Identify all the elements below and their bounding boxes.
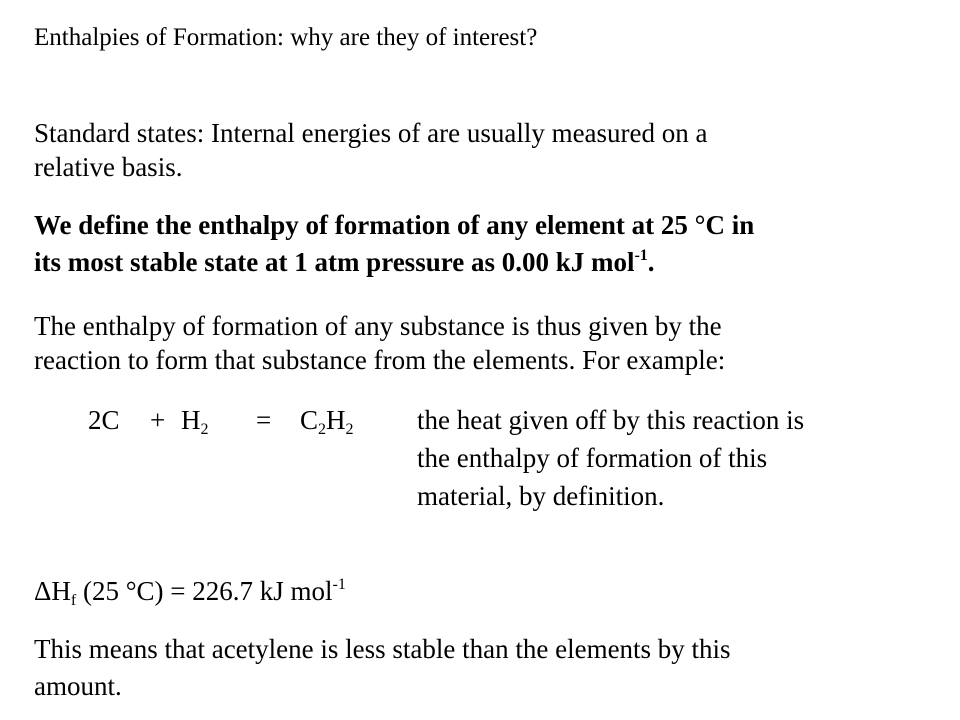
delta-h-symbol: ΔH	[34, 576, 71, 606]
delta-h-value: (25 °C) = 226.7 kJ mol	[76, 576, 333, 606]
definition-line-2-main: its most stable state at 1 atm pressure as 0.00 kJ mol	[34, 247, 635, 277]
standard-states-line-2: relative basis.	[34, 152, 183, 182]
equation-term-2c: 2C	[88, 405, 120, 435]
formation-text-line-2: reaction to form that substance from the elements. For example:	[34, 345, 726, 375]
conclusion-line-1: This means that acetylene is less stable than the elements by this	[34, 634, 731, 664]
equation-term-h2: $H_2$	[181, 405, 209, 438]
equation-equals: =	[256, 405, 272, 435]
standard-states-line-1: Standard states: Internal energies of are usually measured on a	[34, 118, 708, 148]
definition-unit-exponent: -1	[634, 247, 648, 264]
definition-line-2	[34, 244, 655, 280]
equation-term-c2h2: $C_2H_2$	[300, 405, 354, 438]
page-title: Enthalpies of Formation: why are they of interest?	[34, 24, 538, 51]
conclusion-line-2: amount.	[34, 671, 122, 701]
delta-h-formation	[34, 573, 346, 609]
delta-h-subscript: f	[70, 592, 77, 609]
equation-note-line-1: the heat given off by this reaction is	[417, 405, 805, 435]
definition-line-2-end: .	[647, 247, 655, 277]
definition-line-1: We define the enthalpy of formation of any element at 25 °C in	[34, 210, 755, 240]
delta-h-unit-exponent: -1	[332, 576, 346, 593]
equation-note-line-2: the enthalpy of formation of this	[417, 443, 768, 473]
equation-note-line-3: material, by definition.	[417, 481, 665, 511]
equation-plus: +	[150, 405, 166, 435]
formation-text-line-1: The enthalpy of formation of any substance is thus given by the	[34, 311, 722, 341]
